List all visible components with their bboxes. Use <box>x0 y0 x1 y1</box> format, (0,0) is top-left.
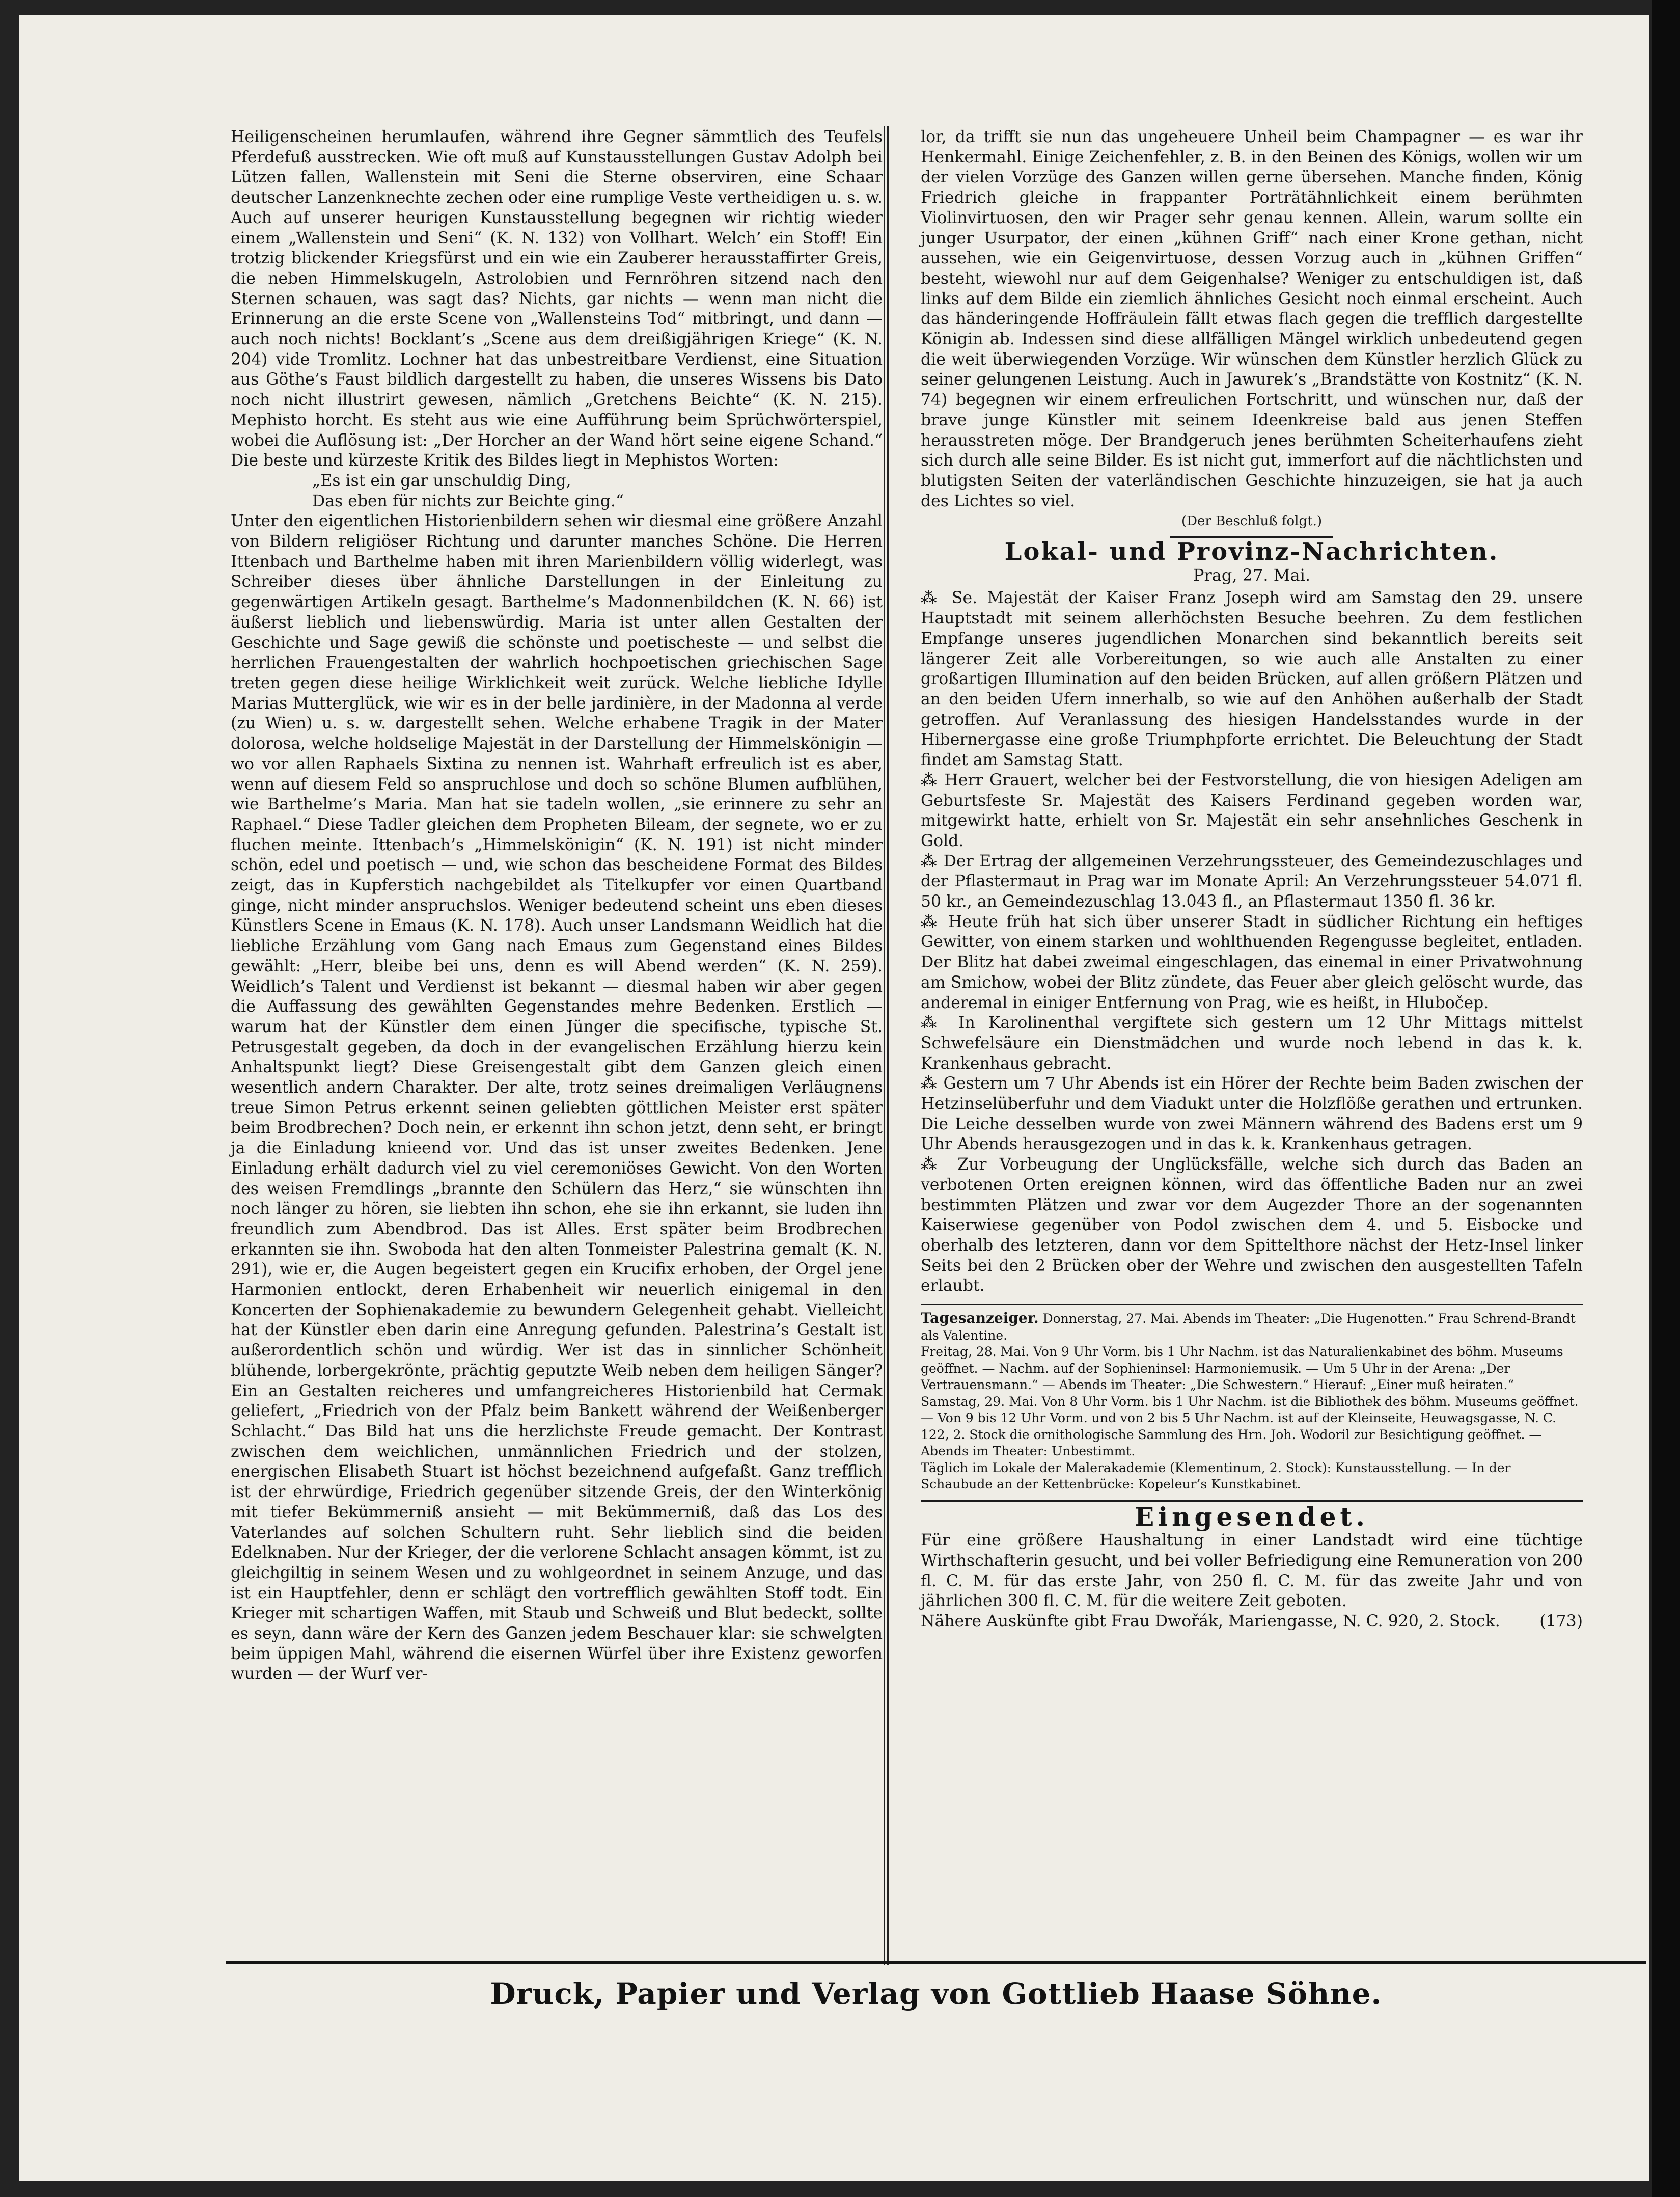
imprint-line: Druck, Papier und Verlag von Gottlieb Haase Söhne. <box>490 1976 1382 2011</box>
announcement-line: Samstag, 29. Mai. Von 8 Uhr Vorm. bis 1 Uhr Nachm. ist die Bibliothek des böhm. Museums geöffnet. — Von 9 bis 12 Uhr Vorm. und von 2 bis 5 Uhr Nachm. ist auf der Kleinseite, Heuwagsgasse, N. C. 122, 2. Stock die ornithologische Sammlung des Hrn. Joh. Wodoril zur Besichtigung geöffnet. — Abends im Theater: Unbestimmt. <box>921 1394 1579 1459</box>
scan-border <box>1652 0 1680 2197</box>
news-item: ⁂ Gestern um 7 Uhr Abends ist ein Hörer der Rechte beim Baden zwischen der Hetzinselüberfuhr und dem Viadukt unter die Holzflöße gerathen und ertrunken. Die Leiche desselben wurde von zwei Männern während des Badens erst um 9 Uhr Abends herausgezogen und in das k. k. Krankenhaus getragen. <box>921 1074 1583 1154</box>
advertisement-body: Für eine größere Haushaltung in einer Landstadt wird eine tüchtige Wirthschafterin gesucht, und bei voller Befriedigung eine Remuneration von 200 fl. C. M. für das erste Jahr, von 250 fl. C. M. für das zweite Jahr und von jährlichen 300 fl. C. M. für die weitere Zeit geboten. <box>921 1531 1583 1611</box>
right-column <box>921 127 1583 1632</box>
news-item: ⁂ Heute früh hat sich über unserer Stadt in südlicher Richtung ein heftiges Gewitter, von einem starken und wohlthuenden Regengusse begleitet, entladen. Der Blitz hat dabei zweimal eingeschlagen, das einemal in einer Privatwohnung am Smichow, wobei der Blitz zündete, das Feuer aber gleich gelöscht wurde, das anderemal in einiger Entfernung von Prag, wie es heißt, in Hlubočep. <box>921 912 1583 1012</box>
advertisement-contact: Nähere Auskünfte gibt Frau Dwořák, Mariengasse, N. C. 920, 2. Stock. (173) <box>921 1612 1583 1632</box>
imprint-rule <box>226 1961 1646 1964</box>
news-item: ⁂ In Karolinenthal vergiftete sich gestern um 12 Uhr Mittags mittelst Schwefelsäure ein Dienstmädchen und wurde noch lebend in das k. k. Krankenhaus gebracht. <box>921 1014 1583 1073</box>
article-continuation: lor, da trifft sie nun das ungeheuere Unheil beim Champagner — es war ihr Henkermahl. Einige Zeichenfehler, z. B. in den Beinen des Königs, wollen wir um der vielen Vorzüge des Ganzen willen gerne übersehen. Manche finden, König Friedrich gleiche in frappanter Porträtähnlichkeit einem berühmten Violinvirtuosen, den wir Prager sehr genau kennen. Allein, warum sollte ein junger Usurpator, der einen „kühnen Griff“ nach einer Krone gethan, nicht aussehen, wie ein Geigenvirtuose, dessen Vorzug auch in „kühnen Griffen“ besteht, wiewohl nur auf dem Geigenhalse? Weniger zu entschuldigen ist, daß links auf dem Bilde ein ziemlich ähnliches Gesicht noch einmal erscheint. Auch das händeringende Hoffräulein fällt etwas flach gegen die trefflich dargestellte Königin ab. Indessen sind diese allfälligen Mängel wirklich unbedeutend gegen die weit überwiegenden Vorzüge. Wir wünschen dem Künstler herzlich Glück zu seiner gelungenen Leistung. Auch in Jawurek’s „Brandstätte von Kostnitz“ (K. N. 74) begegnen wir einem erfreulichen Fortschritt, und wünschen nur, daß der brave junge Künstler mit seinem Ideenkreise bald aus jenen Steffen herausstreten möge. Der Brandgeruch jenes berühmten Scheiterhaufens zieht sich durch alle seine Bilder. Es ist nicht gut, immerfort auf die nächtlichsten und blutigsten Seiten der vaterländischen Geschichte hinzuzeigen, sie hat ja auch des Lichtes so viel. <box>921 128 1583 510</box>
section-rule <box>921 1304 1583 1305</box>
news-item: ⁂ Se. Majestät der Kaiser Franz Joseph wird am Samstag den 29. unsere Hauptstadt mit seinem allerhöchsten Besuche beehren. Zu dem festlichen Empfange unseres jugendlichen Monarchen sind bekanntlich bereits seit längerer Zeit alle Vorbereitungen, so wie auch alle Anstalten zu einer großartigen Illumination auf den beiden Brücken, auf allen größern Plätzen und an den beiden Ufern innerhalb, so wie auf den Anhöhen außerhalb der Stadt getroffen. Auf Veranlassung des hiesigen Handelsstandes wurde in der Hibernergasse eine große Triumphpforte errichtet. Die Beleuchtung der Stadt findet am Samstag Statt. <box>921 589 1583 770</box>
announcement-line: Tagesanzeiger. Donnerstag, 27. Mai. Abends im Theater: „Die Hugenotten.“ Frau Schrend-Brandt als Valentine. <box>921 1310 1576 1343</box>
section-title: Lokal- und Provinz-Nachrichten. <box>1004 537 1499 566</box>
dateline: Prag, 27. Mai. <box>1193 565 1311 585</box>
news-item: ⁂ Herr Grauert, welcher bei der Festvorstellung, die von hiesigen Adeligen am Geburtsfeste Sr. Majestät des Kaisers Ferdinand gegeben worden war, mitgewirkt hatte, erhielt von Sr. Majestät ein sehr ansehnliches Geschenk in Gold. <box>921 771 1583 850</box>
article-paragraph: Unter den eigentlichen Historienbildern sehen wir diesmal eine größere Anzahl von Bildern religiöser Richtung und darunter manches Schöne. Die Herren Ittenbach und Barthelme haben mit ihren Marienbildern völlig widerlegt, was Schreiber dieses über ähnliche Darstellungen in der Einleitung zu gegenwärtigen Artikeln gesagt. Barthelme’s Madonnenbildchen (K. N. 66) ist äußerst lieblich und liebenswürdig. Maria ist unter allen Gestalten der Geschichte und Sage gewiß die schönste und poetischeste — und selbst die herrlichen Frauengestalten der wahrlich hochpoetischen griechischen Sage treten gegen diese heilige Wirklichkeit weit zurück. Welche liebliche Idylle Marias Mutterglück, wie wir es in der belle jardinière, in der Madonna al verde (zu Wien) u. s. w. dargestellt sehen. Welche erhabene Tragik in der Mater dolorosa, welche holdselige Majestät in der Darstellung der Himmelskönigin — wo vor allen Raphaels Sixtina zu nennen ist. Wahrhaft erfreulich ist es aber, wenn auf diesem Feld so anspruchlose und doch so schöne Blumen aufblühen, wie Barthelme’s Maria. Man hat sie tadeln wollen, „sie erinnere zu sehr an Raphael.“ Diese Tadler gleichen dem Propheten Bileam, der segnete, wo er zu fluchen meinte. Ittenbach’s „Himmelskönigin“ (K. N. 191) ist nicht minder schön, edel und poetisch — und, wie schon das bescheidene Format des Bildes zeigt, das in Kupferstich nachgebildet als Titelkupfer vor einen Quartband ginge, nicht minder anspruchslos. Weniger bedeutend scheint uns eben dieses Künstlers Scene in Emaus (K. N. 178). Auch unser Landsmann Weidlich hat die liebliche Erzählung vom Gang nach Emaus zum Gegenstand eines Bildes gewählt: „Herr, bleibe bei uns, denn es will Abend werden“ (K. N. 259). Weidlich’s Talent und Verdienst ist bekannt — diesmal haben wir aber gegen die Auffassung des gewählten Gegenstandes mehre Bedenken. Erstlich — warum hat der Künstler dem einen Jünger die specifische, typische St. Petrusgestalt gegeben, da doch in der evangelischen Erzählung hierzu kein Anhaltspunkt liegt? Diese Greisengestalt gibt dem Ganzen gleich einen wesentlich andern Charakter. Der alte, trotz seines dreimaligen Verläugnens treue Simon Petrus erkennt seinen geliebten göttlichen Meister erst später beim Brodbrechen? Doch nein, er erkennt ihn schon jetzt, denn seht, er bringt ja die Einladung knieend vor. Und das ist unser zweites Bedenken. Jene Einladung erhält dadurch viel zu viel ceremoniöses Gewicht. Von den Worten des weisen Fremdlings „brannte den Schülern das Herz,“ sie wünschten ihn noch länger zu hören, sie liebten ihn schon, ehe sie ihn erkannt, sie luden ihn freundlich zum Abendbrod. Das ist Alles. Erst später beim Brodbrechen erkannten sie ihn. Swoboda hat den alten Tonmeister Palestrina gemalt (K. N. 291), wie er, die Augen begeistert gegen ein Krucifix erhoben, der Orgel jene Harmonien entlockt, deren Erhabenheit wir neuerlich einigemal in den Koncerten der Sophienakademie zu bewundern Gelegenheit gehabt. Vielleicht hat der Künstler eben darin eine Anregung gefunden. Palestrina’s Gestalt ist außerordentlich schön und würdig. Wer ist das in sinnlicher Schönheit blühende, lorbergekrönte, prächtig geputzte Weib neben dem heiligen Sänger? Ein an Gestalten reicheres und umfangreicheres Historienbild hat Cermak geliefert, „Friedrich von der Pfalz beim Bankett während der Weißenberger Schlacht.“ Das Bild hat uns die herzlichste Freude gemacht. Der Kontrast zwischen dem weichlichen, unmännlichen Friedrich und der stolzen, energischen Elisabeth Stuart ist höchst bezeichnend aufgefaßt. Ganz trefflich ist der ehrwürdige, Friedrich gegenüber sitzende Greis, der den Winterkönig mit tiefer Bekümmerniß ansieht — mit Bekümmerniß, daß das Los des Vaterlandes auf solchen Schultern ruht. Sehr lieblich sind die beiden Edelknaben. Nur der Krieger, der die verlorene Schlacht ansagen kömmt, ist zu gleichgiltig in seinem Wesen und zu wohlgeordnet in seinem Anzuge, und das ist ein Hauptfehler, denn er schlägt den vortrefflich gewählten Stoff todt. Ein Krieger mit schartigen Waffen, mit Staub und Schweiß und Blut bedeckt, sollte es seyn, dann wäre der Kern des Ganzen jedem Beschauer klar: sie schwelgten beim üppigen Mahl, während die eisernen Würfel über ihre Existenz geworfen wurden — der Wurf ver- <box>231 512 883 1684</box>
article-paragraph: Heiligenscheinen herumlaufen, während ihre Gegner sämmtlich des Teufels Pferdefuß ausstrecken. Wie oft muß auf Kunstausstellungen Gustav Adolph bei Lützen fallen, Wallenstein mit Seni die Sterne observiren, eine Schaar deutscher Lanzenknechte zechen oder eine rumplige Veste vertheidigen u. s. w. Auch auf unserer heurigen Kunstausstellung begegnen wir richtig wieder einem „Wallenstein und Seni“ (K. N. 132) von Vollhart. Welch’ ein Stoff! Ein trotzig blickender Kriegsfürst und ein wie ein Zauberer herausstaffirter Greis, die neben Himmelskugeln, Astrolobien und Fernröhren sitzend nach den Sternen schauen, was sagt das? Nichts, gar nichts — wenn man nicht die Erinnerung an die erste Scene von „Wallensteins Tod“ mitbringt, und dann — auch noch nichts! Bocklant’s „Scene aus dem dreißigjährigen Kriege“ (K. N. 204) vide Tromlitz. Lochner hat das unbestreitbare Verdienst, eine Situation aus Göthe’s Faust bildlich dargestellt zu haben, die unseres Wissens bis Dato noch nicht illustrirt gewesen, nämlich „Gretchens Beichte“ (K. N. 215). Mephisto horcht. Es steht aus wie eine Aufführung beim Sprüchwörterspiel, wobei die Auflösung ist: „Der Horcher an der Wand hört seine eigene Schand.“ Die beste und kürzeste Kritik des Bildes liegt in Mephistos Worten: <box>231 128 883 470</box>
quote-line: „Es ist ein gar unschuldig Ding, <box>312 471 571 490</box>
daily-announcements <box>921 1310 1583 1493</box>
advertisement-title: Eingesendet. <box>1135 1501 1369 1532</box>
news-item: ⁂ Der Ertrag der allgemeinen Verzehrungssteuer, des Gemeindezuschlages und der Pflastermaut in Prag war im Monate April: An Verzehrungssteuer 54.071 fl. 50 kr., an Gemeindezuschlag 13.043 fl., an Pflastermaut 1350 fl. 36 kr. <box>921 852 1583 911</box>
column-divider <box>884 126 889 1965</box>
newspaper-page <box>19 15 1649 2181</box>
announcement-line: Täglich im Lokale der Malerakademie (Klementinum, 2. Stock): Kunstausstellung. — In der Schaubude an der Kettenbrücke: Kopeleur’s Kunstkabinet. <box>921 1460 1511 1492</box>
announcements-label: Tagesanzeiger. <box>921 1310 1039 1327</box>
quote-line: Das eben für nichts zur Beichte ging.“ <box>312 492 624 510</box>
to-be-continued-note: (Der Beschluß folgt.) <box>1181 513 1322 529</box>
announcement-line: Freitag, 28. Mai. Von 9 Uhr Vorm. bis 1 Uhr Nachm. ist das Naturalienkabinet des böhm. Museums geöffnet. — Nachm. auf der Sophieninsel: Harmoniemusik. — Um 5 Uhr in der Arena: „Der Vertrauensmann.“ — Abends im Theater: „Die Schwestern.“ Hierauf: „Einer muß heiraten.“ <box>921 1344 1563 1393</box>
news-item: ⁂ Zur Vorbeugung der Unglücksfälle, welche sich durch das Baden an verbotenen Orten ereignen können, wird das öffentliche Baden nur an zwei bestimmten Plätzen und zwar vor dem Augezder Thore an der sogenannten Kaiserwiese gegenüber von Podol zwischen dem 4. und 5. Eisbocke und oberhalb des letzteren, dann vor dem Spittelthore nächst der Hetz-Insel linker Seits bei den 2 Brücken ober der Wehre und zwischen den ausgestellten Tafeln erlaubt. <box>921 1155 1583 1295</box>
left-column <box>231 127 883 1685</box>
advertisement-ref: (173) <box>1539 1612 1583 1631</box>
